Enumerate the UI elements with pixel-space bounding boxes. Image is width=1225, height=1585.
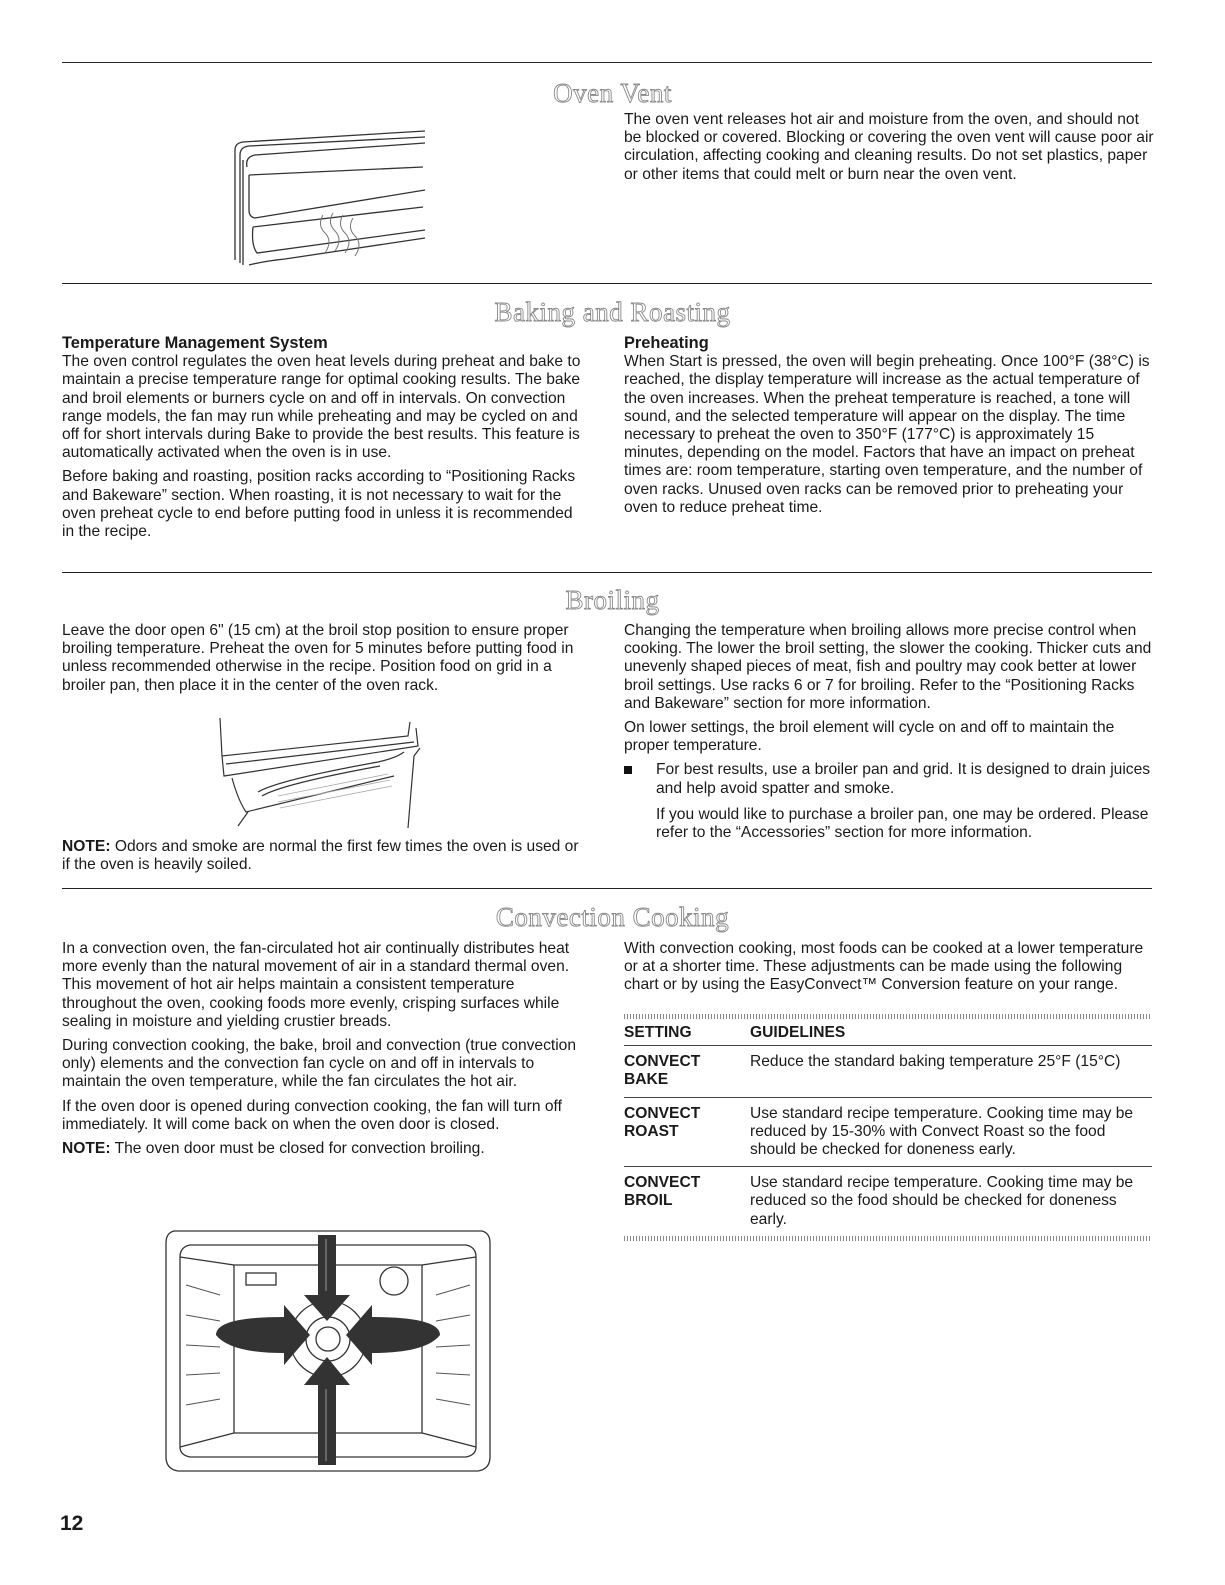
table-row — [624, 1097, 1152, 1167]
convection-note-label: NOTE: — [62, 1140, 111, 1158]
broiling-bullet-item — [624, 761, 1154, 797]
broiling-rule — [62, 572, 1152, 573]
header-setting: SETTING — [624, 1024, 692, 1041]
table-row — [624, 1167, 1152, 1236]
tms-heading: Temperature Management System — [62, 334, 328, 352]
section-title-broiling: Broiling — [565, 585, 660, 615]
convection-paragraph-1: In a convection oven, the fan-circulated hot air continually distributes heat more evenly than the natural movement of air in a standard thermal oven. This movement of hot air helps maintain a consistent temperature throughout the oven, cooking foods more evenly, crisping surfaces while sealing in moisture and yielding crustier breads. — [62, 940, 570, 1030]
tms-paragraph-2: Before baking and roasting, position racks according to “Positioning Racks and Bakeware” section. When roasting, it is not necessary to wait for the oven preheat cycle to end before putting food in unless it is recommended in the recipe. — [62, 468, 576, 541]
section-title-convection: Convection Cooking — [495, 902, 730, 932]
setting-line-1: CONVECT — [624, 1053, 701, 1071]
broiling-note-paragraph — [62, 838, 588, 874]
table-row — [624, 1046, 1152, 1097]
section-title-oven-vent: Oven Vent — [553, 78, 672, 108]
section-title-baking: Baking and Roasting — [494, 297, 731, 327]
broiling-note-text: Odors and smoke are normal the first few times the oven is used or if the oven is heavily soiled. — [62, 838, 579, 874]
setting-line-2: ROAST — [624, 1122, 679, 1140]
convection-paragraph-3: If the oven door is opened during convection cooking, the fan will turn off immediately. It will come back on when the oven door is closed. — [62, 1097, 562, 1133]
broiling-right-column — [624, 622, 1154, 848]
setting-line-2: BROIL — [624, 1192, 673, 1210]
broiling-right-paragraph-2: On lower settings, the broil element will cycle on and off to maintain the proper temperature. — [624, 719, 1115, 755]
oven-vent-paragraph: The oven vent releases hot air and moisture from the oven, and should not be blocked or covered. Blocking or covering the oven vent will cause poor air circulation, affecting cooking and cleaning results. Do not set plastics, paper or other items that could melt or burn near the oven vent. — [624, 111, 1154, 183]
convection-note-text: The oven door must be closed for convection broiling. — [110, 1140, 485, 1158]
tms-paragraph-1: The oven control regulates the oven heat levels during preheat and bake to maintain a precise temperature range for optimal cooking results. The bake and broil elements or burners cycle on and off in intervals. On convection range models, the fan may run while preheating and may be cycled on and off for short intervals during Bake to provide the best results. This feature is automatically activated when the oven is in use. — [62, 353, 581, 462]
convection-note-paragraph — [62, 1140, 588, 1158]
broiling-right-paragraph-1: Changing the temperature when broiling allows more precise control when cooking. The lower the broil setting, the slower the cooking. Thicker cuts and unevenly shaped pieces of meat, fish and poultry may cook better at lower broil settings. Use racks 6 or 7 for broiling. Refer to the “Positioning Racks and Bakeware” section for more information. — [624, 622, 1152, 712]
broiling-note-label: NOTE: — [62, 838, 111, 855]
table-bottom-border — [624, 1236, 1152, 1241]
header-guidelines: GUIDELINES — [750, 1024, 846, 1041]
setting-cell — [624, 1097, 750, 1167]
guideline-cell: Reduce the standard baking temperature 25°F (15°C) — [750, 1053, 1121, 1071]
setting-line-1: CONVECT — [624, 1104, 701, 1122]
broiling-paragraph-1: Leave the door open 6" (15 cm) at the broil stop position to ensure proper broiling temperature. Preheat the oven for 5 minutes before putting food in unless recommended otherwise in the recipe. Position food on grid in a broiler pan, then place it in the center of the oven rack. — [62, 622, 574, 694]
guideline-cell: Use standard recipe temperature. Cooking time may be reduced so the food should be checked for doneness early. — [750, 1174, 1134, 1228]
broil-door-illustration — [218, 716, 430, 834]
top-rule — [62, 62, 1152, 63]
preheating-column — [624, 334, 1154, 523]
convection-paragraph-2: During convection cooking, the bake, broil and convection (true convection only) elements and the convection fan cycle on and off in intervals to maintain the oven temperature, while the fan circulates the hot air. — [62, 1037, 577, 1091]
broiling-left-column — [62, 622, 588, 701]
convection-guidelines-table — [624, 1014, 1152, 1241]
tms-column — [62, 334, 588, 547]
oven-vent-text — [624, 111, 1154, 190]
preheating-paragraph: When Start is pressed, the oven will begin preheating. Once 100°F (38°C) is reached, the display temperature will increase as the actual temperature of the oven increases. When the preheat temperature is reached, a tone will sound, and the selected temperature will appear on the display. The time necessary to preheat the oven to 350°F (177°C) is approximately 15 minutes, depending on the model. Factors that have an impact on preheat times are: room temperature, starting oven temperature, and the number of oven racks. Unused oven racks can be removed prior to preheating your oven to reduce preheat time. — [624, 353, 1150, 516]
preheating-heading: Preheating — [624, 334, 709, 352]
setting-line-1: CONVECT — [624, 1174, 701, 1192]
baking-rule — [62, 283, 1152, 284]
table-header-row — [624, 1019, 1152, 1046]
broiling-note — [62, 838, 588, 880]
convection-oven-illustration — [160, 1225, 496, 1485]
broiling-bullet-subtext: If you would like to purchase a broiler pan, one may be ordered. Please refer to the “Accessories” section for more information. — [656, 805, 1149, 842]
guideline-cell: Use standard recipe temperature. Cooking time may be reduced by 15-30% with Convect Roast so the food should be checked for doneness early. — [750, 1104, 1134, 1159]
oven-vent-illustration — [225, 115, 435, 273]
convection-rule — [62, 888, 1152, 889]
broiling-bullet-text: For best results, use a broiler pan and grid. It is designed to drain juices and help avoid spatter and smoke. — [656, 761, 1151, 797]
convection-right-paragraph: With convection cooking, most foods can be cooked at a lower temperature or at a shorter time. These adjustments can be made using the following chart or by using the EasyConvect™ Conversion feature on your range. — [624, 940, 1144, 994]
setting-line-2: BAKE — [624, 1071, 669, 1089]
convection-left-column — [62, 940, 588, 1164]
bullet-square-icon — [624, 766, 632, 774]
convection-right-column — [624, 940, 1154, 1001]
setting-cell — [624, 1167, 750, 1236]
page-number: 12 — [60, 1512, 84, 1535]
setting-cell — [624, 1046, 750, 1097]
